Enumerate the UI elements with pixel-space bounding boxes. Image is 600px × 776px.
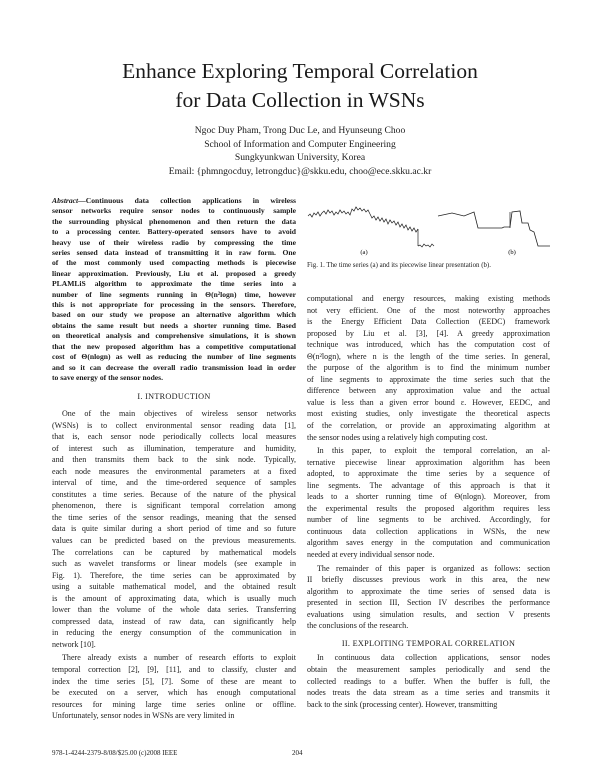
text-line: line segments. The advantage of this approach is that it: [307, 480, 550, 490]
abstract-line: of the most commonly used compacting methods is piecewise: [52, 258, 296, 268]
text-line: the time series of the sensor readings, meaning that the sensed: [52, 512, 296, 522]
abstract-line: PLAMLiS algorithm to approximate the time series into a: [52, 279, 296, 289]
paragraph: [307, 563, 550, 632]
text-line: difference between any approximation value and the actual: [307, 386, 550, 396]
text-line: Θ(n²logn), where n is the length of the time series. In general,: [307, 351, 550, 361]
right-column-body: [307, 293, 550, 710]
author-university: Sungkyunkwan University, Korea: [234, 152, 366, 163]
text-line: and then transmits them back to the sink node. Typically,: [52, 455, 296, 465]
text-line: (WSNs) is to collect environmental sensor reading data [1],: [52, 420, 296, 430]
text-line: leads to a shorter running time of Θ(nlogn). Moreover, from: [307, 492, 550, 502]
text-line: The correlations can be captured by mathematical models: [52, 547, 296, 557]
abstract-line: this is not appropriate for processing in the sensors. Therefore,: [52, 300, 296, 310]
text-line: not very efficient. One of the most noteworthy approaches: [307, 305, 550, 315]
text-line: In continuous data collection applications, sensor nodes: [317, 653, 550, 663]
text-line: collected readings to a buffer. When the buffer is full, the: [307, 676, 550, 686]
author-block: [0, 124, 600, 178]
text-line: back to the sink (processing center). However, transmitting: [307, 699, 498, 709]
paragraph: [52, 408, 296, 650]
abstract-line: series sensed data instead of transmitting it in raw form. One: [52, 248, 296, 258]
text-line: data is quite similar during a short period of time and so future: [52, 524, 296, 534]
text-line: values can be predicted based on the previous measurements.: [52, 536, 296, 546]
text-line: adopted, to approximate the time series by a sequence of: [307, 469, 550, 479]
text-line: of line segments to approximate the time series such that the: [307, 374, 550, 384]
abstract-line: based on our study we propose an alternative algorithm which: [52, 310, 296, 320]
text-line: needed at every individual sensor node.: [307, 550, 435, 560]
text-line: Fig. 1). Therefore, the time series can be approximated by: [52, 570, 296, 580]
text-line: constitutes a time series. Because of the nature of the physical: [52, 489, 296, 499]
text-line: technique was introduced, which has the computation cost of: [307, 340, 550, 350]
text-line: of the correlation, or provide an approximating algorithm at: [307, 421, 550, 431]
text-line: phenomenon, there is significant temporal correlation among: [52, 501, 296, 511]
figure-caption: Fig. 1. The time series (a) and its piecewise linear presentation (b).: [307, 262, 491, 269]
abstract-line: Abstract—Continuous data collection applications in wireless: [52, 196, 296, 205]
figure-label-a: (a): [360, 249, 368, 256]
abstract-line: heavy use of their wireless radio by compressing the time: [52, 237, 296, 247]
text-line: of interest such as illumination, temperature and humidity,: [52, 443, 296, 453]
text-line: in reducing the energy consumption of the communication in: [52, 628, 296, 638]
footer-isbn: 978-1-4244-2379-8/08/$25.00 (c)2008 IEEE: [52, 749, 178, 757]
time-series-raw: [308, 207, 418, 232]
text-line: obtain the measurement samples periodically and send the: [307, 664, 550, 674]
text-line: evaluations using simulation results, and section V presents: [307, 609, 550, 619]
left-column-body: [52, 408, 296, 722]
text-line: ternative piecewise linear approximation algorithm has been: [307, 457, 550, 467]
abstract-line: and so it can decrease the overall radio transmission load in order: [52, 362, 296, 372]
text-line: the purpose of the algorithm is to find the minimum number: [307, 363, 550, 373]
text-line: index the time series [5], [7]. Some of these are meant to: [52, 676, 296, 686]
text-line: the conclusions of the research.: [307, 621, 409, 631]
text-line: is the amount of approximating data, which is usually much: [52, 593, 296, 603]
text-line: One of the main objectives of wireless sensor networks: [62, 409, 296, 418]
title-line-2: for Data Collection in WSNs: [175, 88, 425, 112]
text-line: such as wavelet transforms or linear models (see example in: [52, 559, 296, 569]
text-line: lower than the volume of the whole data series. Transferring: [52, 605, 296, 615]
text-line: continuous data collection applications in WSNs, the new: [307, 526, 550, 536]
text-line: interval of time, and the time-ordered sequence of samples: [52, 478, 296, 488]
abstract-line: to a processing center. Battery-operated sensors have to avoid: [52, 227, 296, 237]
text-line: resources for mining large time series online or offline.: [52, 699, 296, 709]
abstract-line: sensor networks require sensor nodes to continuously sample: [52, 206, 296, 216]
abstract-line: linear approximation. Previously, Liu et al. proposed a greedy: [52, 268, 296, 278]
text-line: value is less than a given error bound ε. However, EEDC, and: [307, 397, 550, 407]
paragraph: [52, 652, 296, 721]
abstract-line: the surrounding physical phenomenon and then return the data: [52, 216, 296, 226]
text-line: There already exists a number of research efforts to exploit: [62, 653, 296, 663]
abstract-label: Abstract: [52, 196, 79, 205]
figure-1: [306, 200, 551, 258]
text-line: The remainder of this paper is organized as follows: section: [317, 563, 550, 573]
text-line: temporal correction [2], [9], [11], and to classify, cluster and: [52, 665, 296, 675]
author-school: School of Information and Computer Engineering: [204, 138, 396, 150]
text-line: using a suitable mathematical model, and the obtained result: [52, 582, 296, 592]
paper-title: [0, 57, 600, 115]
figure-label-b: (b): [508, 249, 516, 256]
abstract-line: obtains the same result but needs a shorter running time. Based: [52, 320, 296, 330]
text-line: proposed by Liu et al. [3], [4]. A greedy approximation: [307, 328, 550, 338]
abstract: [52, 196, 296, 383]
time-series-piecewise: [438, 211, 550, 246]
section-heading-introduction: I. INTRODUCTION: [137, 392, 211, 401]
text-line: most existing studies, only investigate the theoretical aspects: [307, 409, 550, 419]
text-line: the experimental results the proposed algorithm requires less: [307, 503, 550, 513]
text-line: algorithm to approximate the time series of sensed data is: [307, 586, 550, 596]
text-line: be executed on a server, which has enough computational: [52, 688, 296, 698]
abstract-line: to save energy of the sensor nodes.: [52, 372, 164, 382]
text-line: that is, each sensor node periodically collects local measures: [52, 432, 296, 442]
paragraph: [307, 652, 550, 710]
abstract-line: that the new proposed algorithm has a competitive computational: [52, 341, 296, 351]
text-line: Unfortunately, sensor nodes in WSNs are very limited in: [52, 711, 235, 721]
text-line: II briefly discusses previous work in this area, the new: [307, 575, 550, 585]
paragraph: [307, 445, 550, 560]
text-line: network [10].: [52, 639, 96, 649]
page-number: 204: [292, 749, 303, 757]
abstract-line: cost of Θ(nlogn) as well as reducing the number of line segments: [52, 352, 296, 362]
text-line: presented in section III, Section IV describes the performance: [307, 598, 550, 608]
abstract-line: on theoretical analysis and comprehensive simulations, it is shown: [52, 331, 296, 341]
text-line: number of line segments to be archived. Accordingly, for: [307, 515, 550, 525]
paragraph: [307, 293, 550, 443]
text-line: algorithm saves energy in the computation and communication: [307, 538, 550, 548]
abstract-line: number of line segments running in Θ(n²logn) time, however: [52, 289, 296, 299]
section-heading-exploiting: II. EXPLOITING TEMPORAL CORRELATION: [341, 638, 516, 648]
text-line: the sensor nodes using a relatively high computing cost.: [307, 432, 488, 442]
author-email: Email: {phmngocduy, letrongduc}@skku.edu, choo@ece.skku.ac.kr: [168, 165, 432, 177]
text-line: nodes treats the data stream as a time series and transmits it: [307, 688, 550, 698]
text-line: compressed data, instead of raw data, can significantly help: [52, 616, 296, 626]
author-names: Ngoc Duy Pham, Trong Duc Le, and Hyunseung Choo: [194, 125, 406, 136]
title-line-1: Enhance Exploring Temporal Correlation: [122, 59, 478, 83]
text-line: is the Energy Efficient Data Collection (EEDC) framework: [307, 317, 550, 327]
text-line: each node measures the environmental parameters at a fixed: [52, 466, 296, 476]
text-line: computational and energy resources, making existing methods: [307, 294, 550, 303]
text-line: In this paper, to exploit the temporal correlation, an al-: [317, 446, 550, 456]
